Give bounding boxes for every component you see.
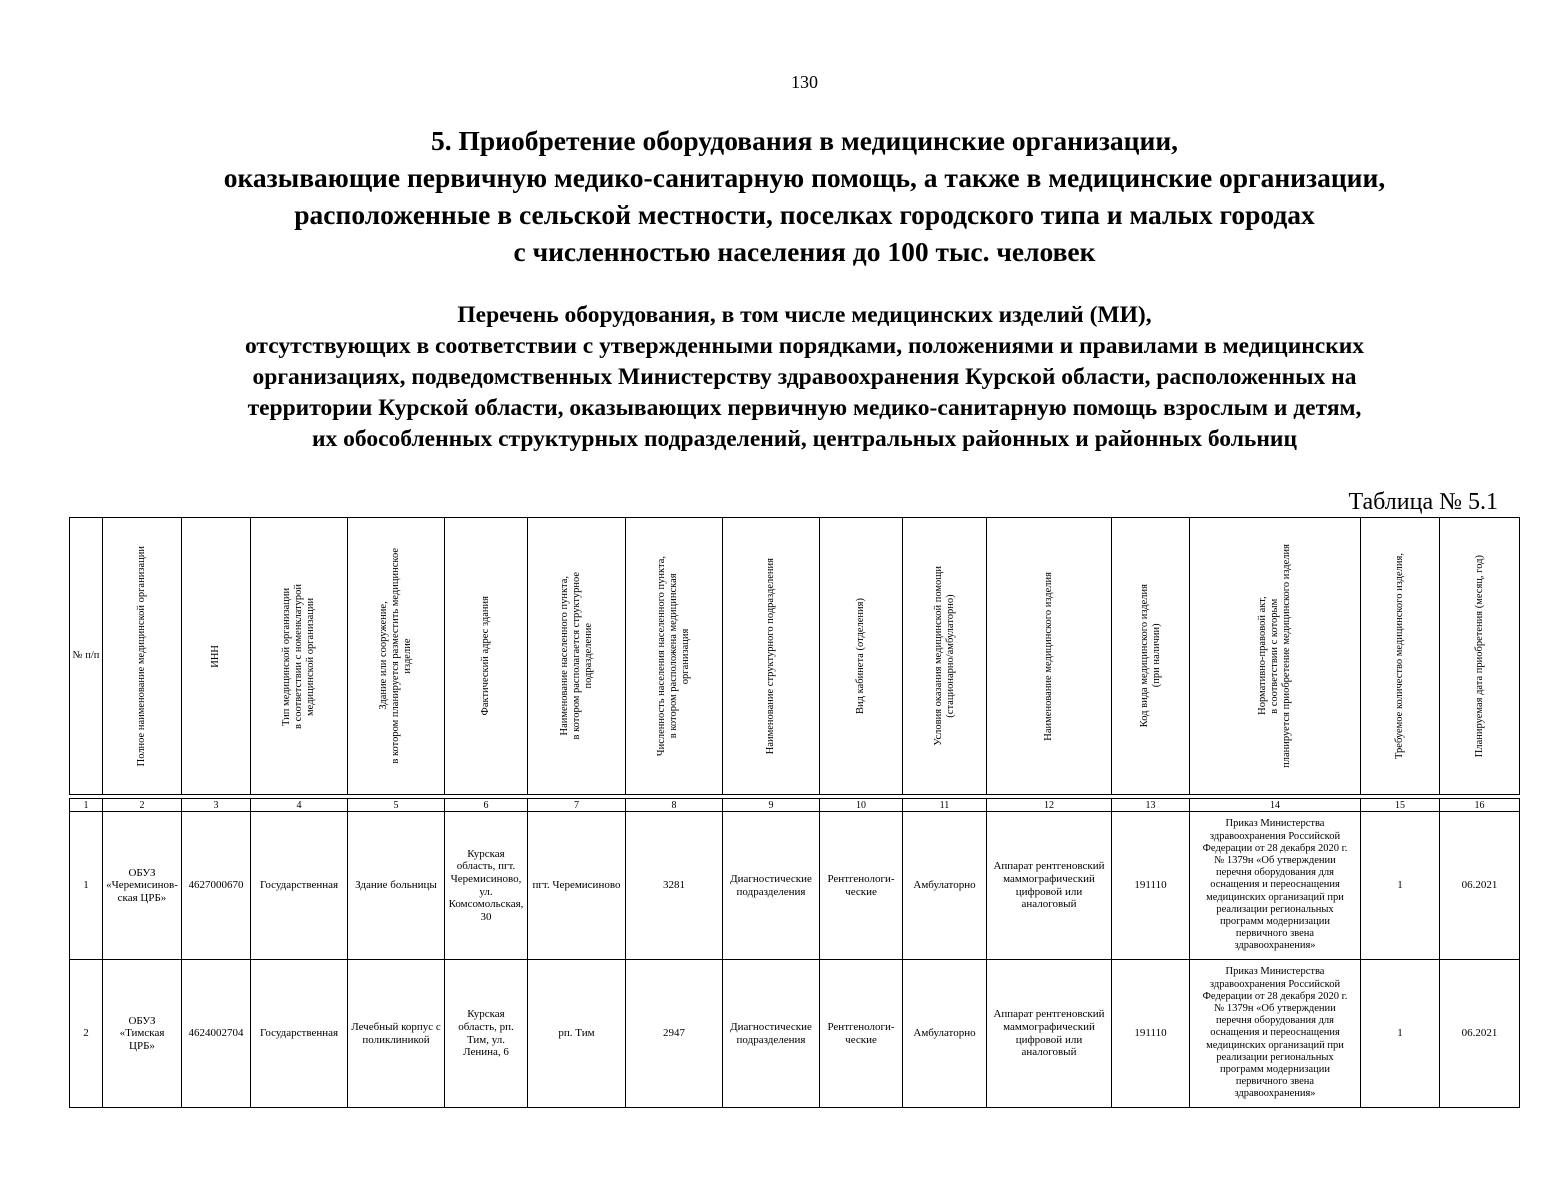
cell-legal-act: Приказ Министерства здравоохранения Российской Федерации от 28 декабря 2020 г. № 1379н «Об утверждении перечня оборудования для оснащения и переоснащения медицинских организаций при реализации региональных программ модернизации первичного звена здравоохранения» xyxy=(1190,812,1361,960)
column-number: 11 xyxy=(903,799,987,812)
cell-inn: 4624002704 xyxy=(182,960,251,1108)
cell-conditions: Амбулаторно xyxy=(903,960,987,1108)
column-number: 6 xyxy=(445,799,528,812)
column-number-row xyxy=(70,799,1520,812)
column-number: 3 xyxy=(182,799,251,812)
cell-building: Лечебный корпус с поликлиникой xyxy=(348,960,445,1108)
cell-device-code: 191110 xyxy=(1112,960,1190,1108)
column-number: 16 xyxy=(1440,799,1520,812)
cell-conditions: Амбулаторно xyxy=(903,812,987,960)
cell-unit: Диагностические подразделения xyxy=(723,960,820,1108)
cell-cabinet: Рентгенологи- ческие xyxy=(820,960,903,1108)
header-cell: Требуемое количество медицинского изделия, xyxy=(1361,518,1440,795)
column-number: 10 xyxy=(820,799,903,812)
cell-device-code: 191110 xyxy=(1112,812,1190,960)
column-number: 5 xyxy=(348,799,445,812)
document-title xyxy=(0,122,1553,270)
cell-unit: Диагностические подразделения xyxy=(723,812,820,960)
cell-device-name: Аппарат рентгеновский маммографический цифровой или аналоговый xyxy=(987,960,1112,1108)
column-number: 14 xyxy=(1190,799,1361,812)
header-cell: Здание или сооружение, в котором планируется разместить медицинское изделие xyxy=(348,518,445,795)
cell-locality: пгт. Черемисиново xyxy=(528,812,626,960)
header-cell: Фактический адрес здания xyxy=(445,518,528,795)
header-cell: Планируемая дата приобретения (месяц, год) xyxy=(1440,518,1520,795)
table-row xyxy=(70,960,1520,1108)
header-cell: Нормативно-правовой акт, в соответствии с которым планируется приобретение медицинского изделия xyxy=(1190,518,1361,795)
cell-number: 1 xyxy=(70,812,103,960)
subtitle-line: Перечень оборудования, в том числе медицинских изделий (МИ), xyxy=(457,302,1152,328)
cell-address: Курская область, пгт. Черемисиново, ул. Комсомольская, 30 xyxy=(445,812,528,960)
column-number: 7 xyxy=(528,799,626,812)
cell-quantity: 1 xyxy=(1361,960,1440,1108)
header-cell: Условия оказания медицинской помощи (стационарно/амбулаторно) xyxy=(903,518,987,795)
header-cell: Наименование населенного пункта, в котором располагается структурное подразделение xyxy=(528,518,626,795)
header-cell: Вид кабинета (отделения) xyxy=(820,518,903,795)
header-cell: Наименование медицинского изделия xyxy=(987,518,1112,795)
subtitle-line: отсутствующих в соответствии с утвержденными порядками, положениями и правилами в медицинских xyxy=(244,333,1365,359)
header-cell: Полное наименование медицинской организации xyxy=(103,518,182,795)
cell-population: 2947 xyxy=(626,960,723,1108)
column-number: 8 xyxy=(626,799,723,812)
header-cell: № п/п xyxy=(70,518,103,795)
title-line: с численностью населения до 100 тыс. человек xyxy=(513,236,1096,267)
column-number: 2 xyxy=(103,799,182,812)
column-number: 4 xyxy=(251,799,348,812)
column-number: 15 xyxy=(1361,799,1440,812)
title-line: расположенные в сельской местности, поселках городского типа и малых городах xyxy=(294,199,1315,230)
column-number: 9 xyxy=(723,799,820,812)
subtitle-line: организациях, подведомственных Министерству здравоохранения Курской области, расположенных на xyxy=(252,364,1357,390)
cell-building: Здание больницы xyxy=(348,812,445,960)
cell-population: 3281 xyxy=(626,812,723,960)
column-number: 13 xyxy=(1112,799,1190,812)
header-cell: Численность населения населенного пункта, в котором расположена медицинская организация xyxy=(626,518,723,795)
table-label: Таблица № 5.1 xyxy=(1348,489,1498,515)
cell-locality: рп. Тим xyxy=(528,960,626,1108)
cell-org-type: Государственная xyxy=(251,812,348,960)
cell-legal-act: Приказ Министерства здравоохранения Российской Федерации от 28 декабря 2020 г. № 1379н «Об утверждении перечня оборудования для оснащения и переоснащения медицинских организаций при реализации региональных программ модернизации первичного звена здравоохранения» xyxy=(1190,960,1361,1108)
column-number: 12 xyxy=(987,799,1112,812)
cell-org-type: Государственная xyxy=(251,960,348,1108)
subtitle-line: их обособленных структурных подразделений, центральных районных и районных больниц xyxy=(312,426,1297,452)
title-line: 5. Приобретение оборудования в медицинские организации, xyxy=(430,125,1179,156)
cell-quantity: 1 xyxy=(1361,812,1440,960)
column-number: 1 xyxy=(70,799,103,812)
cell-date: 06.2021 xyxy=(1440,812,1520,960)
header-cell: Код вида медицинского изделия (при наличии) xyxy=(1112,518,1190,795)
header-cell: ИНН xyxy=(182,518,251,795)
table-row xyxy=(70,812,1520,960)
header-cell: Тип медицинской организации в соответствии с номенклатурой медицинской организации xyxy=(251,518,348,795)
subtitle-line: территории Курской области, оказывающих первичную медико-санитарную помощь взрослым и детям, xyxy=(247,395,1362,421)
cell-inn: 4627000670 xyxy=(182,812,251,960)
cell-organization: ОБУЗ «Тимская ЦРБ» xyxy=(103,960,182,1108)
document-subtitle xyxy=(0,300,1553,455)
title-line: оказывающие первичную медико-санитарную помощь, а также в медицинские организации, xyxy=(223,162,1386,193)
cell-number: 2 xyxy=(70,960,103,1108)
header-row xyxy=(70,518,1520,795)
cell-address: Курская область, рп. Тим, ул. Ленина, 6 xyxy=(445,960,528,1108)
cell-date: 06.2021 xyxy=(1440,960,1520,1108)
cell-device-name: Аппарат рентгеновский маммографический цифровой или аналоговый xyxy=(987,812,1112,960)
cell-cabinet: Рентгенологи- ческие xyxy=(820,812,903,960)
header-cell: Наименование структурного подразделения xyxy=(723,518,820,795)
page-number: 130 xyxy=(791,72,818,92)
cell-organization: ОБУЗ «Черемисинов- ская ЦРБ» xyxy=(103,812,182,960)
equipment-table xyxy=(69,517,1520,1108)
